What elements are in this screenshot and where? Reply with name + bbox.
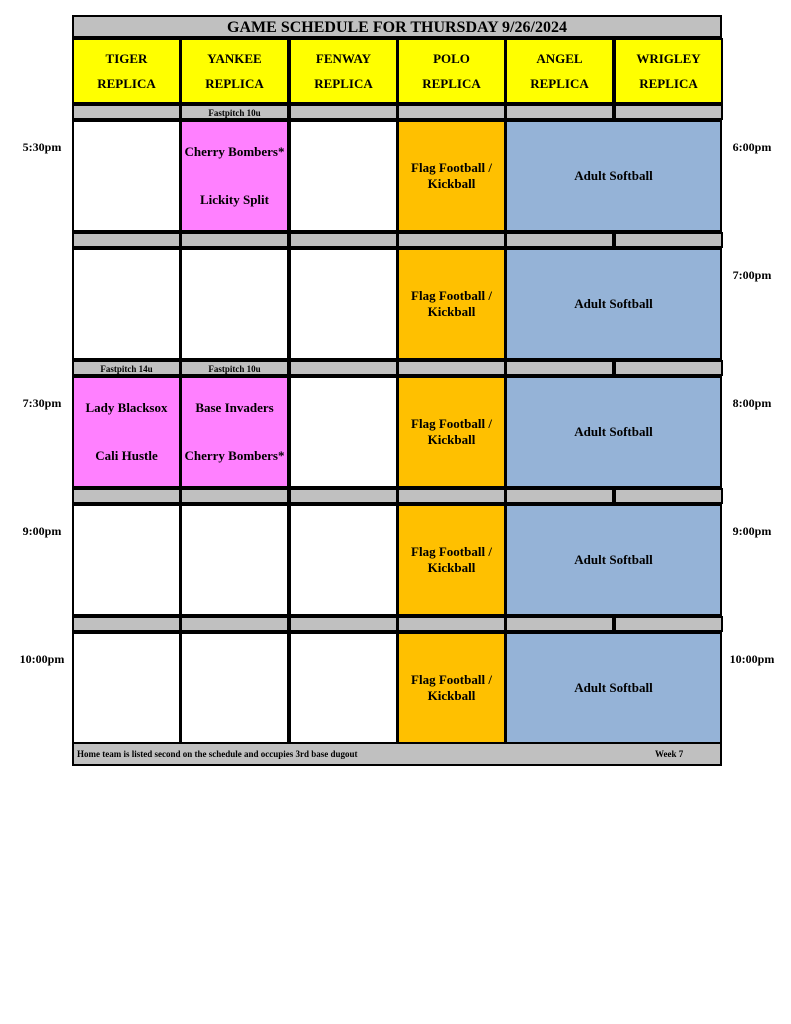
division-label: Fastpitch 14u: [72, 360, 181, 376]
end-time-label: 7:00pm: [732, 268, 772, 282]
venue-subtitle: REPLICA: [97, 75, 156, 91]
schedule-title: GAME SCHEDULE FOR THURSDAY 9/26/2024: [72, 15, 722, 38]
venue-name: FENWAY: [315, 50, 372, 66]
game-text: Kickball: [427, 432, 476, 447]
divider-row-cell: [614, 232, 723, 248]
game-cell: [180, 120, 289, 232]
divider-row-cell: [614, 104, 723, 120]
venue-name: TIGER: [105, 50, 148, 66]
empty-cell: [289, 120, 398, 232]
divider-row-cell: [505, 616, 614, 632]
schedule-footer: [72, 742, 722, 766]
game-text: Kickball: [427, 304, 476, 319]
venue-header-yankee: [180, 38, 289, 104]
empty-cell: [72, 504, 181, 616]
game-text: Flag Football /: [411, 416, 492, 431]
divider-row-cell: [397, 616, 506, 632]
divider-row-cell: [397, 232, 506, 248]
divider-row-cell: [180, 232, 289, 248]
week-label: Week 7: [655, 749, 684, 759]
game-text: Kickball: [427, 176, 476, 191]
divider-row-cell: [505, 360, 614, 376]
divider-row-cell: [289, 104, 398, 120]
divider-row-cell: [180, 488, 289, 504]
game-cell: [397, 120, 506, 232]
venue-subtitle: REPLICA: [639, 75, 698, 91]
empty-cell: [289, 504, 398, 616]
game-cell: [505, 376, 722, 488]
start-time-label: 9:00pm: [22, 524, 62, 538]
venue-header-wrigley: [614, 38, 723, 104]
divider-row-cell: [72, 616, 181, 632]
end-time-label: 10:00pm: [729, 652, 775, 666]
game-cell: [505, 120, 722, 232]
game-cell: [505, 632, 722, 744]
start-time-label: 10:00pm: [19, 652, 65, 666]
venue-name: WRIGLEY: [636, 50, 701, 66]
empty-cell: [180, 632, 289, 744]
divider-row-cell: [180, 616, 289, 632]
end-time-label: 6:00pm: [732, 140, 772, 154]
divider-row-cell: [72, 104, 181, 120]
home-team-note: Home team is listed second on the schedule and occupies 3rd base dugout: [77, 749, 358, 759]
game-text: Kickball: [427, 560, 476, 575]
empty-cell: [289, 248, 398, 360]
game-cell: [180, 376, 289, 488]
game-text: Lickity Split: [200, 192, 269, 207]
divider-row-cell: [72, 488, 181, 504]
venue-header-polo: [397, 38, 506, 104]
divider-row-cell: [614, 488, 723, 504]
empty-cell: [72, 120, 181, 232]
divider-row-cell: [505, 488, 614, 504]
venue-subtitle: REPLICA: [205, 75, 264, 91]
game-text: Kickball: [427, 688, 476, 703]
divider-row-cell: [289, 232, 398, 248]
divider-row-cell: [397, 360, 506, 376]
divider-row-cell: [505, 232, 614, 248]
game-text: Flag Football /: [411, 288, 492, 303]
empty-cell: [180, 248, 289, 360]
divider-row-cell: [397, 104, 506, 120]
game-cell: [397, 632, 506, 744]
game-text: Adult Softball: [574, 680, 653, 695]
venue-header-angel: [505, 38, 614, 104]
game-text: Flag Football /: [411, 544, 492, 559]
empty-cell: [289, 632, 398, 744]
venue-subtitle: REPLICA: [314, 75, 373, 91]
venue-header-tiger: [72, 38, 181, 104]
empty-cell: [72, 248, 181, 360]
game-text: Cali Hustle: [95, 448, 158, 463]
end-time-label: 8:00pm: [732, 396, 772, 410]
venue-name: POLO: [433, 50, 470, 66]
venue-header-fenway: [289, 38, 398, 104]
division-label: Fastpitch 10u: [180, 104, 289, 120]
divider-row-cell: [289, 616, 398, 632]
start-time-label: 7:30pm: [22, 396, 62, 410]
game-text: Cherry Bombers*: [184, 144, 285, 159]
divider-row-cell: [614, 616, 723, 632]
game-cell: [397, 248, 506, 360]
venue-name: YANKEE: [207, 50, 262, 66]
game-cell: [72, 376, 181, 488]
game-text: Flag Football /: [411, 672, 492, 687]
game-text: Lady Blacksox: [85, 400, 168, 415]
division-label: Fastpitch 10u: [180, 360, 289, 376]
divider-row-cell: [289, 488, 398, 504]
divider-row-cell: [505, 104, 614, 120]
game-text: Adult Softball: [574, 168, 653, 183]
game-cell: [505, 248, 722, 360]
empty-cell: [289, 376, 398, 488]
game-text: Cherry Bombers*: [184, 448, 285, 463]
empty-cell: [180, 504, 289, 616]
game-text: Base Invaders: [195, 400, 274, 415]
divider-row-cell: [72, 232, 181, 248]
divider-row-cell: [614, 360, 723, 376]
end-time-label: 9:00pm: [732, 524, 772, 538]
divider-row-cell: [289, 360, 398, 376]
game-text: Adult Softball: [574, 552, 653, 567]
venue-subtitle: REPLICA: [422, 75, 481, 91]
venue-subtitle: REPLICA: [530, 75, 589, 91]
game-text: Flag Football /: [411, 160, 492, 175]
venue-name: ANGEL: [536, 50, 583, 66]
game-cell: [397, 376, 506, 488]
game-text: Adult Softball: [574, 296, 653, 311]
divider-row-cell: [397, 488, 506, 504]
empty-cell: [72, 632, 181, 744]
game-text: Adult Softball: [574, 424, 653, 439]
game-cell: [505, 504, 722, 616]
game-cell: [397, 504, 506, 616]
start-time-label: 5:30pm: [22, 140, 62, 154]
